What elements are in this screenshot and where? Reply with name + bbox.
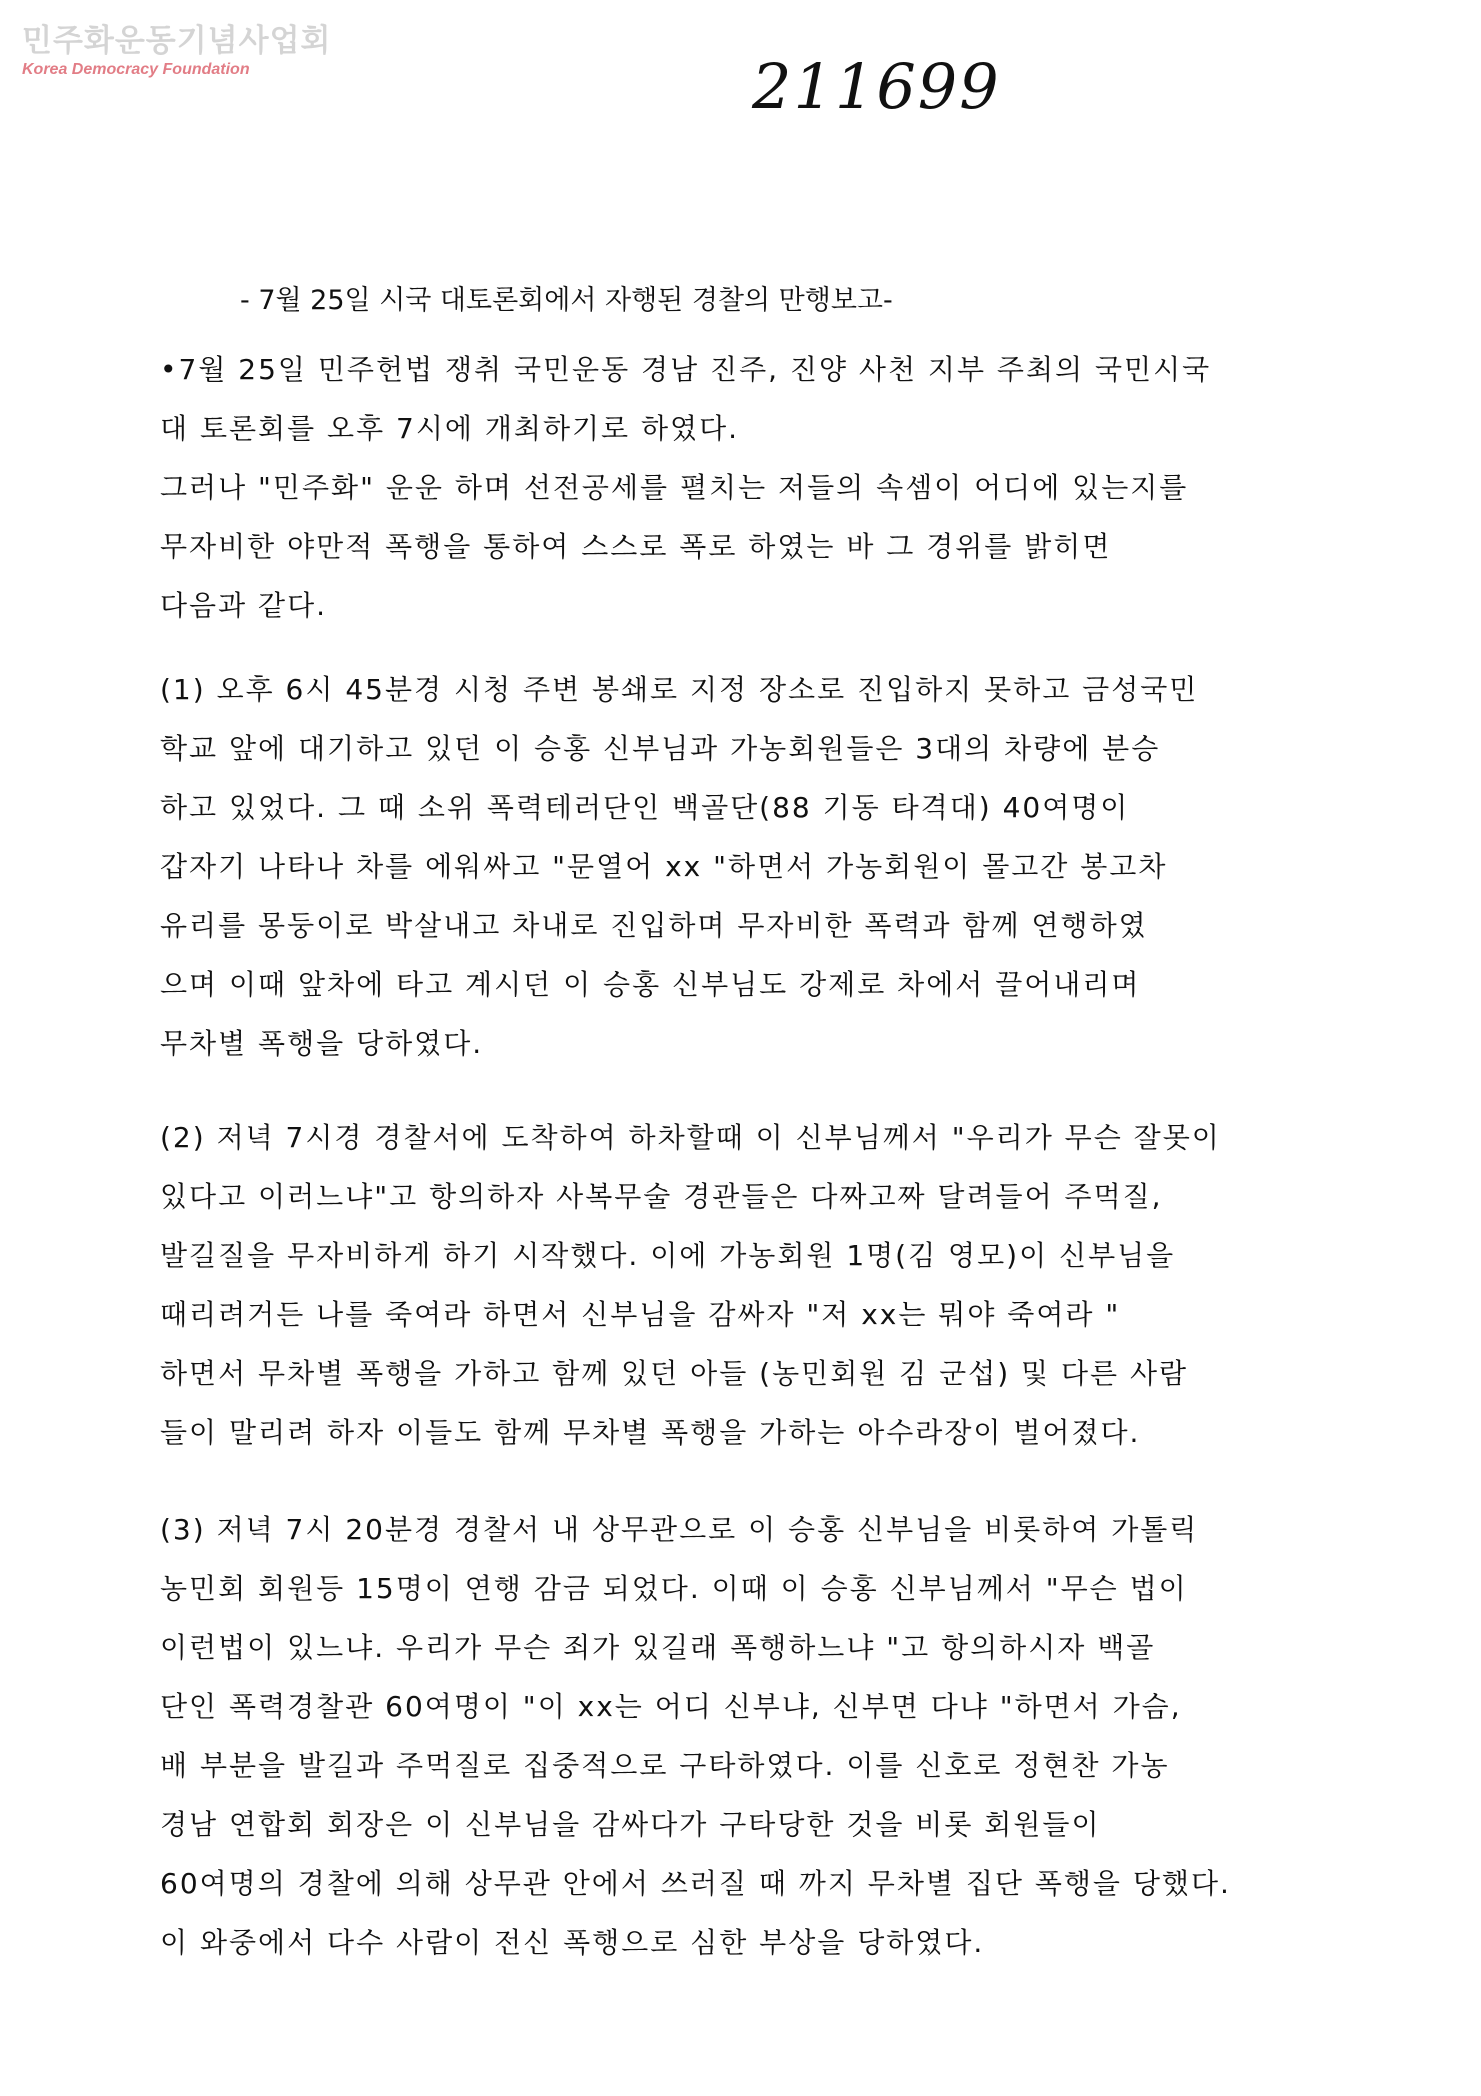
paragraph-line: 하면서 무차별 폭행을 가하고 함께 있던 아들 (농민회원 김 군섭) 및 다른 사람: [160, 1357, 1189, 1390]
watermark-english: Korea Democracy Foundation: [22, 61, 250, 78]
paragraph-line: (3) 저녁 7시 20분경 경찰서 내 상무관으로 이 승홍 신부님을 비롯하여 가톨릭: [160, 1513, 1199, 1546]
paragraph-1: [160, 660, 1360, 1073]
watermark-korean: 민주화운동기념사업회: [22, 23, 332, 59]
paragraph-line: 단인 폭력경찰관 60여명이 "이 xx는 어디 신부냐, 신부면 다냐 "하면서 가슴,: [160, 1690, 1182, 1723]
paragraph-line: 학교 앞에 대기하고 있던 이 승홍 신부님과 가농회원들은 3대의 차량에 분승: [160, 732, 1161, 765]
paragraph-line: (2) 저녁 7시경 경찰서에 도착하여 하차할때 이 신부님께서 "우리가 무슨 잘못이: [160, 1121, 1221, 1154]
paragraph-2: [160, 1108, 1360, 1462]
intro-line: 대 토론회를 오후 7시에 개최하기로 하였다.: [160, 412, 740, 445]
paragraph-line: 이런법이 있느냐. 우리가 무슨 죄가 있길래 폭행하느냐 "고 항의하시자 백골: [160, 1631, 1156, 1664]
document-number: 211699: [752, 50, 1001, 123]
intro-paragraph: [160, 340, 1330, 635]
paragraph-3: [160, 1500, 1360, 1972]
paragraph-line: 농민회 회원등 15명이 연행 감금 되었다. 이때 이 승홍 신부님께서 "무슨 법이: [160, 1572, 1188, 1605]
paragraph-line: 갑자기 나타나 차를 에워싸고 "문열어 xx "하면서 가농회원이 몰고간 봉고차: [160, 850, 1168, 883]
paragraph-line: 유리를 몽둥이로 박살내고 차내로 진입하며 무자비한 폭력과 함께 연행하였: [160, 909, 1148, 942]
paragraph-line: 들이 말리려 하자 이들도 함께 무차별 폭행을 가하는 아수라장이 벌어졌다.: [160, 1416, 1141, 1449]
intro-line: 그러나 "민주화" 운운 하며 선전공세를 펼치는 저들의 속셈이 어디에 있는지를: [160, 471, 1189, 504]
paragraph-line: 있다고 이러느냐"고 항의하자 사복무술 경관들은 다짜고짜 달려들어 주먹질,: [160, 1180, 1163, 1213]
paragraph-line: 60여명의 경찰에 의해 상무관 안에서 쓰러질 때 까지 무차별 집단 폭행을 당했다.: [160, 1867, 1231, 1900]
paragraph-line: 배 부분을 발길과 주먹질로 집중적으로 구타하였다. 이를 신호로 정현찬 가농: [160, 1749, 1170, 1782]
paragraph-line: 이 와중에서 다수 사람이 전신 폭행으로 심한 부상을 당하였다.: [160, 1926, 985, 1959]
paragraph-line: 무차별 폭행을 당하였다.: [160, 1027, 484, 1060]
intro-line: 무자비한 야만적 폭행을 통하여 스스로 폭로 하였는 바 그 경위를 밝히면: [160, 530, 1112, 563]
paragraph-line: 발길질을 무자비하게 하기 시작했다. 이에 가농회원 1명(김 영모)이 신부님을: [160, 1239, 1176, 1272]
document-title: - 7월 25일 시국 대토론회에서 자행된 경찰의 만행보고-: [240, 285, 893, 316]
foundation-watermark: [22, 22, 332, 80]
paragraph-line: 으며 이때 앞차에 타고 계시던 이 승홍 신부님도 강제로 차에서 끌어내리며: [160, 968, 1141, 1001]
paragraph-line: (1) 오후 6시 45분경 시청 주변 봉쇄로 지정 장소로 진입하지 못하고 금성국민: [160, 673, 1199, 706]
paragraph-line: 하고 있었다. 그 때 소위 폭력테러단인 백골단(88 기동 타격대) 40여명이: [160, 791, 1130, 824]
intro-line: •7월 25일 민주헌법 쟁취 국민운동 경남 진주, 진양 사천 지부 주최의 국민시국: [160, 353, 1212, 386]
paragraph-line: 때리려거든 나를 죽여라 하면서 신부님을 감싸자 "저 xx는 뭐야 죽여라 ": [160, 1298, 1121, 1331]
paragraph-line: 경남 연합회 회장은 이 신부님을 감싸다가 구타당한 것을 비롯 회원들이: [160, 1808, 1101, 1841]
intro-line: 다음과 같다.: [160, 589, 328, 622]
